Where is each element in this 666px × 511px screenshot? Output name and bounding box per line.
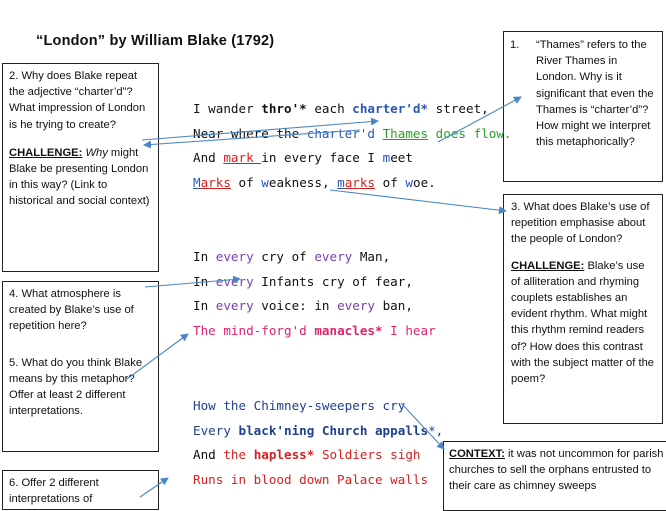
poem-highlight: Every: [193, 422, 239, 438]
poem-text: of: [375, 174, 406, 190]
poem-text: street,: [428, 101, 489, 116]
arrow-q5-to-manacles: [127, 334, 188, 379]
poem-highlight: *,: [428, 422, 444, 438]
poem-highlight: every: [337, 298, 375, 313]
poem-highlight: How the Chimney-sweepers cry: [193, 398, 406, 413]
question-4-text: 4. What atmosphere is created by Blake’s use of repetition here?: [9, 288, 134, 333]
arrow-chimney-to-context: [401, 403, 444, 449]
poem-text: ban,: [375, 298, 413, 313]
challenge-emphasis: Why: [85, 146, 108, 159]
poem-text: in every face I: [261, 150, 383, 165]
poem-highlight: Soldiers sigh: [314, 447, 421, 462]
context-label: CONTEXT:: [449, 448, 505, 460]
poem-text: Near where the: [193, 125, 307, 141]
arrow-q6-to-stanza3: [140, 478, 168, 497]
poem-highlight: Thames: [382, 125, 429, 141]
challenge-label: CHALLENGE:: [511, 259, 585, 272]
poem-text: thro'*: [261, 101, 307, 116]
poem-text: In: [193, 298, 216, 313]
context-body: it was not uncommon for parish churches to sell the orphans entrusted to their care as chimney sweeps: [449, 448, 664, 493]
poem-highlight: every: [215, 249, 254, 264]
poem-text: And: [193, 447, 224, 462]
poem-highlight: m: [382, 150, 391, 165]
poem-text: voice: in: [253, 298, 338, 313]
poem-highlight: the: [223, 447, 254, 462]
arrow-thames-to-q1: [438, 97, 521, 142]
poem-highlight: hapless*: [253, 447, 315, 462]
poem-text: each: [306, 101, 353, 116]
poem-text: oe.: [413, 174, 436, 190]
poem-text: I wander: [193, 101, 262, 116]
poem-text: eakness,: [268, 174, 338, 190]
poem-highlight: The mind-forg'd: [193, 322, 315, 338]
page-title: “London” by William Blake (1792): [36, 33, 275, 49]
poem-text: of: [230, 174, 262, 190]
poem-text: Man,: [352, 249, 391, 264]
poem-highlight: w: [405, 174, 413, 190]
poem-highlight: charter'd: [306, 125, 375, 141]
challenge-text: might Blake be presenting London in this way? (Link to historical and social context): [9, 146, 150, 208]
poem-highlight: does flow.: [428, 125, 512, 141]
challenge-text: Blake’s use of alliteration and rhyming couplets establishes an evident rhythm. What might this rhythm remind readers of? How does this contrast with the subject matter of the poem?: [511, 259, 655, 386]
poem-text: In: [193, 273, 216, 289]
poem-highlight: m: [337, 174, 345, 190]
question-1-text: “Thames” refers to the River Thames in London. Why is it significant that even the Thames is “charter’d”? How might we interpret this metaphorically?: [536, 39, 654, 149]
poem-highlight: charter'd*: [352, 101, 429, 116]
poem-highlight: every: [314, 249, 353, 264]
question-5-text: 5. What do you think Blake means by this metaphor? Offer at least 2 different interpretations.: [9, 356, 143, 418]
poem-text: In: [193, 249, 216, 264]
poem-highlight: arks: [200, 174, 231, 190]
poem-highlight: black'ning Church appalls: [238, 422, 429, 438]
question-2-text: 2. Why does Blake repeat the adjective “charter’d”? What impression of London is he trying to create?: [9, 70, 146, 131]
poem-highlight: M: [193, 174, 201, 190]
question-3-text: 3. What does Blake’s use of repetition emphasise about the people of London?: [511, 201, 650, 246]
question-6-text: 6. Offer 2 different interpretations of: [9, 477, 99, 506]
poem-highlight: every: [215, 298, 254, 313]
poem-text: Infants cry of fear,: [253, 273, 413, 289]
question-1-number: 1.: [510, 39, 520, 51]
poem-highlight: Runs in blood down Palace walls: [193, 471, 429, 487]
poem-highlight: manacles*: [314, 322, 383, 338]
poem-text: And: [193, 150, 224, 165]
challenge-label: CHALLENGE:: [9, 146, 83, 159]
arrow-q4-to-every: [145, 279, 240, 287]
arrow-to-q3: [330, 190, 506, 211]
poem-highlight: w: [261, 174, 269, 190]
poem-text: eet: [390, 150, 413, 165]
poem-highlight: every: [215, 273, 254, 289]
poem-highlight: arks: [344, 174, 376, 190]
poem-text: cry of: [253, 249, 315, 264]
poem-highlight: mark: [223, 150, 262, 165]
poem-highlight: I hear: [382, 322, 436, 338]
